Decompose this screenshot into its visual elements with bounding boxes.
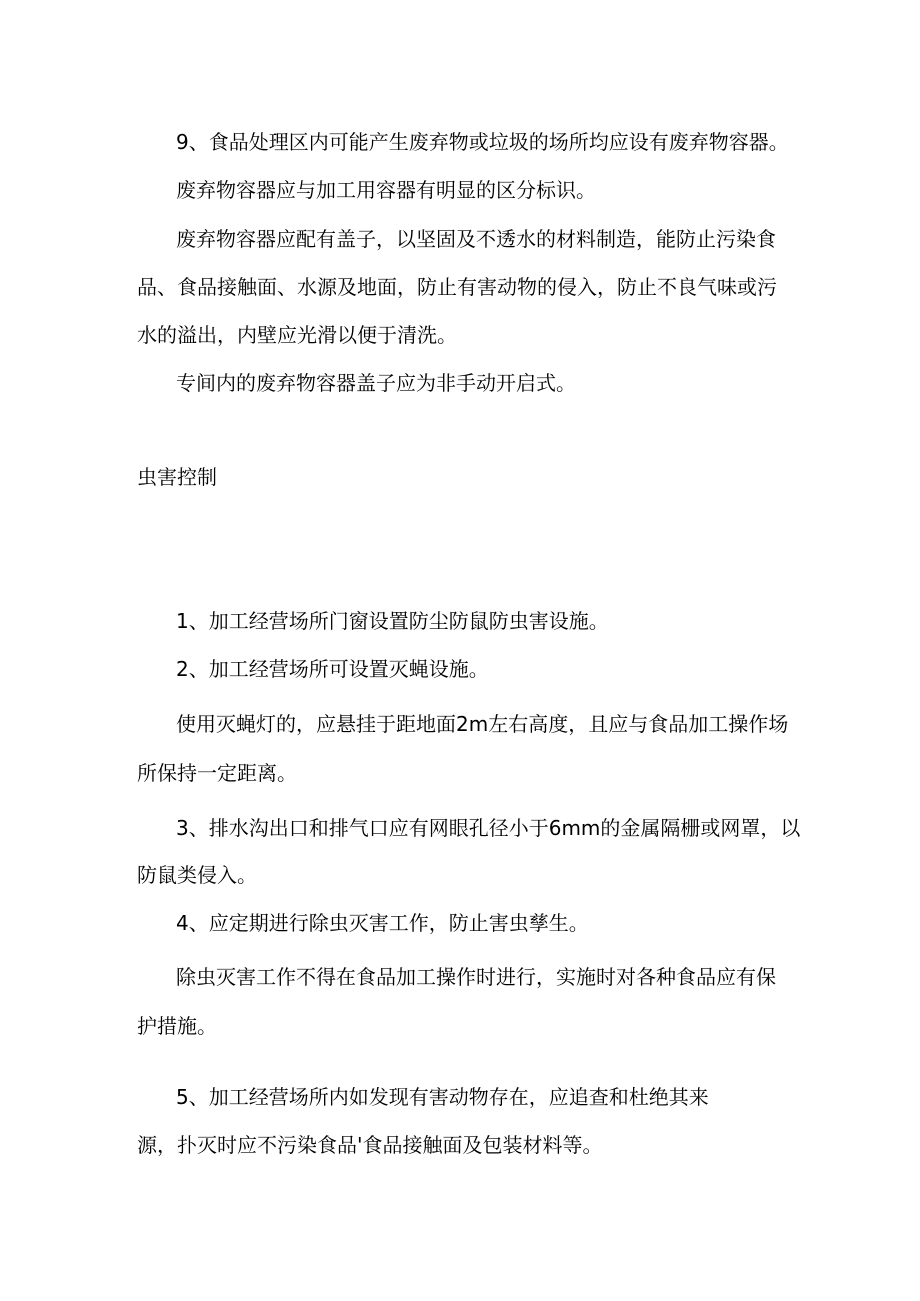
paragraph-line: 护措施。 [137, 1014, 217, 1038]
paragraph-line: 4、应定期进行除虫灭害工作，防止害虫孳生。 [176, 911, 589, 935]
paragraph-line: 防鼠类侵入。 [137, 863, 257, 887]
paragraph-line: 使用灭蝇灯的，应悬挂于距地面2m左右高度，且应与食品加工操作场 [176, 712, 789, 736]
section-heading: 虫害控制 [137, 465, 217, 489]
paragraph-line: 专间内的废弃物容器盖子应为非手动开启式。 [176, 371, 576, 395]
paragraph-line: 废弃物容器应与加工用容器有明显的区分标识。 [176, 178, 596, 202]
paragraph-line: 水的溢出，内壁应光滑以便于清洗。 [137, 323, 457, 347]
paragraph-line: 除虫灭害工作不得在食品加工操作时进行，实施时对各种食品应有保 [176, 965, 776, 989]
paragraph-line: 所保持一定距离。 [137, 761, 297, 785]
paragraph-line: 2、加工经营场所可设置灭蝇设施。 [176, 657, 489, 681]
paragraph-line: 废弃物容器应配有盖子，以坚固及不透水的材料制造，能防止污染食 [176, 227, 776, 251]
paragraph-line: 3、排水沟出口和排气口应有网眼孔径小于6mm的金属隔栅或网罩，以 [176, 816, 801, 840]
paragraph-line: 9、食品处理区内可能产生废弃物或垃圾的场所均应设有废弃物容器。 [176, 130, 789, 154]
paragraph-line: 源，扑灭时应不污染食品'食品接触面及包装材料等。 [137, 1133, 603, 1157]
paragraph-line: 1、加工经营场所门窗设置防尘防鼠防虫害设施。 [176, 609, 609, 633]
paragraph-line: 品、食品接触面、水源及地面，防止有害动物的侵入，防止不良气味或污 [137, 275, 777, 299]
paragraph-line: 5、加工经营场所内如发现有害动物存在，应追查和杜绝其来 [176, 1085, 709, 1109]
